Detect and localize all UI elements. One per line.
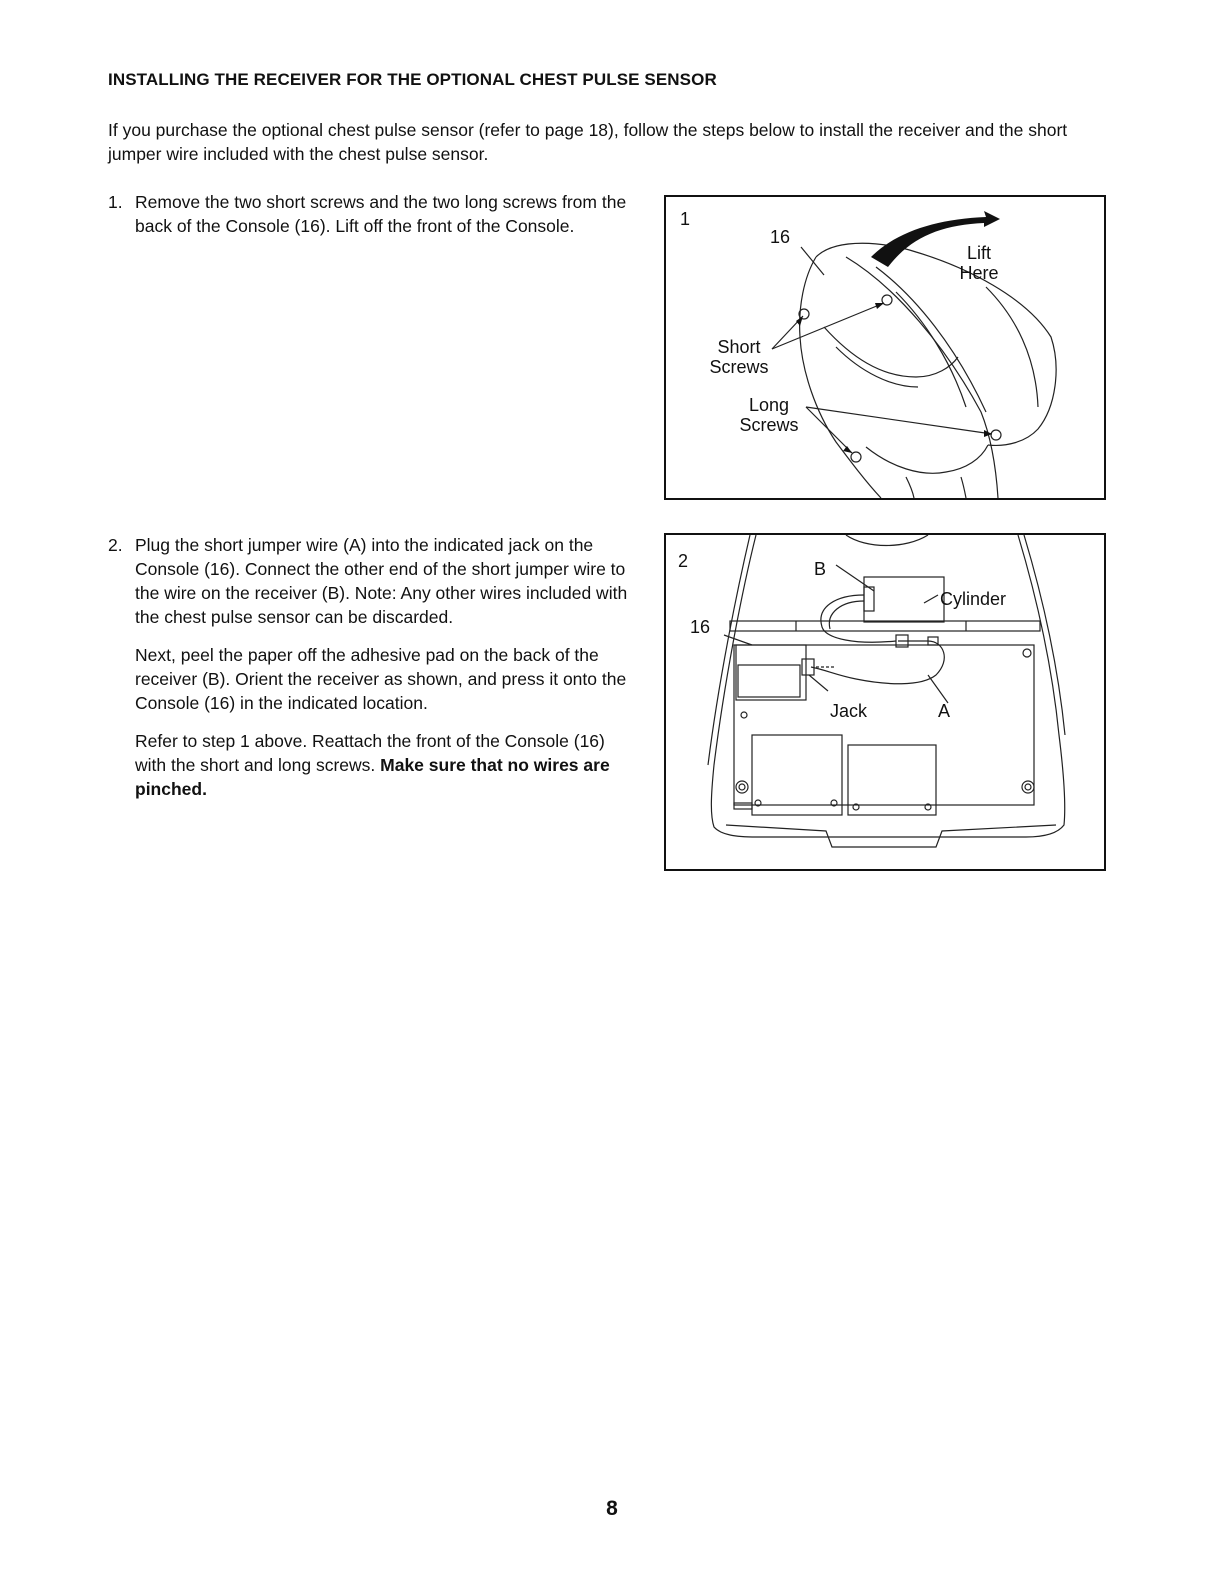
figure-number: 2 [678, 551, 689, 571]
long-screw-left [851, 452, 861, 462]
cylinder-label: Cylinder [940, 589, 1007, 609]
short-screws-label [704, 337, 774, 377]
section-heading: INSTALLING THE RECEIVER FOR THE OPTIONAL CHEST PULSE SENSOR [108, 70, 717, 89]
step-paragraph: Next, peel the paper off the adhesive pad on the back of the receiver (B). Orient the receiver as shown, and press it onto the Console (16) in the indicated location. [135, 645, 627, 713]
screws-line: Screws [739, 415, 799, 435]
step-paragraph [135, 729, 635, 801]
screws-line: Screws [709, 357, 769, 377]
step-paragraph: Plug the short jumper wire (A) into the indicated jack on the Console (16). Connect the other end of the short jumper wire to the wire on the receiver (B). Note: Any other wires included with the chest pulse sensor can be discarded. [135, 535, 628, 627]
page-number: 8 [606, 1497, 618, 1520]
warning-text: Make sure that no wires are pinched. [135, 755, 610, 799]
part-label-16: 16 [690, 617, 711, 637]
figure-1 [664, 195, 1106, 500]
step-number: 1. [108, 192, 123, 212]
long-screws-label [734, 395, 804, 435]
figure-number: 1 [680, 209, 691, 229]
step-body [135, 190, 635, 252]
receiver-label-b: B [814, 559, 827, 579]
console-shell [711, 535, 1064, 837]
step-body [135, 533, 635, 815]
long-screw-right [991, 430, 1001, 440]
part-label-16: 16 [770, 227, 791, 247]
lift-label [954, 243, 1004, 283]
intro-paragraph: If you purchase the optional chest pulse sensor (refer to page 18), follow the steps below to install the receiver and the short jumper wire included with the chest pulse sensor. [108, 120, 1068, 164]
short-line: Short [717, 337, 761, 357]
step-paragraph-text: Refer to step 1 above. Reattach the front of the Console (16) with the short and long screws. [135, 731, 605, 775]
long-line: Long [748, 395, 790, 415]
step-number: 2. [108, 535, 123, 555]
wire-label-a: A [938, 701, 951, 721]
console-outline [816, 243, 1056, 445]
here-line: Here [959, 263, 999, 283]
circuit-board [734, 645, 1034, 805]
step-paragraph: Remove the two short screws and the two long screws from the back of the Console (16). Lift off the front of the Console. [135, 192, 627, 236]
figure-2 [664, 533, 1106, 871]
console-inside-illustration [666, 535, 1104, 869]
receiver-b [864, 577, 944, 622]
jack-label: Jack [830, 701, 868, 721]
lift-line: Lift [966, 243, 991, 263]
